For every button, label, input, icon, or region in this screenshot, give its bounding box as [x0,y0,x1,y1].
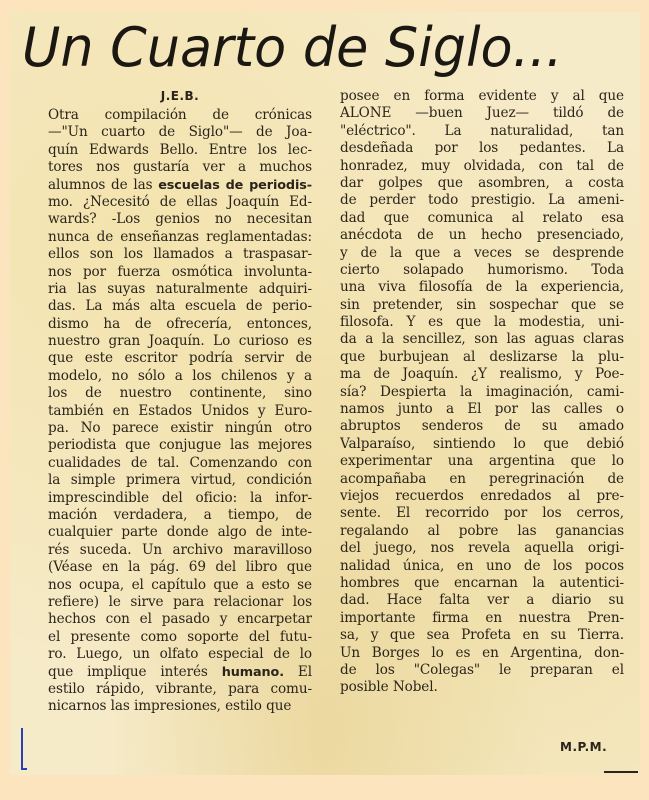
text-line: refiere) le sirve para relacionar los [48,593,312,610]
text-line: cierto solapado humorismo. Toda [340,261,624,278]
text-line: dismo ha de ofrecería, entonces, [48,315,312,332]
text-line: experimentar una argentina que lo [340,453,624,470]
text-line: mo. ¿Necesitó de ellas Joaquín Ed- [48,193,312,210]
article-byline: J.E.B. [160,89,200,103]
text-line: nalidad única, en uno de los pocos [340,557,624,574]
text-line: nos por fuerza osmótica involunta- [48,263,312,280]
text-line: desdeñada por los pedantes. La [340,140,624,157]
text-line: ellos son los llamados a traspasar- [48,246,312,263]
text-line: de los "Colegas" le preparan el [340,661,624,678]
text-line: anécdota de un hecho presenciado, [340,227,624,244]
text-line: también en Estados Unidos y Euro- [48,402,312,419]
text-line: posible Nobel. [340,679,438,696]
text-line: da a la sencillez, son las aguas claras [340,331,624,348]
text-line: nuestro gran Joaquín. Lo curioso es [48,333,312,350]
text-line: dar golpes que asombren, a costa [340,174,624,191]
text-line: sente. El recorrido por los cerros, [340,505,624,522]
text-line: namos junto a El por las calles o [340,401,624,418]
text-line: Un Borges lo es en Argentina, don- [340,644,624,661]
text-line: cualidades de tal. Comenzando con [48,454,312,471]
text-line: viejos recuerdos enredados al pre- [340,487,624,504]
article-headline: Un Cuarto de Siglo... [22,16,563,79]
text-line: periodista que conjugue las mejores [48,437,312,454]
text-line: cualquier parte donde algo de inte- [48,524,312,541]
text-line: filosofa. Y es que la modestia, uni- [340,314,624,331]
text-line: nicarnos las impresiones, estilo que [48,698,292,715]
text-line: la simple primera virtud, condición [48,472,312,489]
text-line: das. La más alta escuela de perio- [48,298,312,315]
text-line: dad. Hace falta ver a diario su [340,592,624,609]
signature-underline [604,771,638,773]
text-line: que este escritor podría servir de [48,350,312,367]
text-line: dad que comunica al relato esa [340,209,624,226]
text-line: los de nuestro continente, sino [48,385,312,402]
text-line: de perder todo prestigio. La ameni- [340,192,624,209]
text-line: —"Un cuarto de Siglo"— de Joa- [48,124,312,141]
text-line: del juego, nos revela aquella origi- [340,540,624,557]
text-line: quín Edwards Bello. Entre los lec- [48,141,312,158]
article-column-right [340,88,624,697]
text-line: rés suceda. Un archivo maravilloso [48,541,312,558]
text-line: alumnos de las escuelas de periodis- [48,176,312,193]
text-line: nunca de enseñanzas reglamentadas: [48,228,312,245]
text-line: el presente como soporte del futu- [48,628,312,645]
text-line: sía? Despierta la imaginación, cami- [340,383,624,400]
text-line: ALONE —buen Juez— tildó de [340,105,624,122]
text-line: sin pretender, sin sospechar que se [340,296,624,313]
text-line: honradez, muy olvidada, con tal de [340,157,624,174]
text-line: acompañaba en peregrinación de [340,470,624,487]
text-line: sa, y que sea Profeta en su Tierra. [340,627,624,644]
text-line: ria las suyas naturalmente adquiri- [48,280,312,297]
text-line: nos ocupa, el capítulo que a esto se [48,576,312,593]
article-column-left [48,88,312,716]
bold-phrase: escuelas de periodis- [158,177,312,193]
text-line: abruptos senderos de su amado [340,418,624,435]
text-line: importante firma en nuestra Pren- [340,609,624,626]
text-line: imprescindible del oficio: la infor- [48,489,312,506]
text-line: "eléctrico". La naturalidad, tan [340,122,624,139]
text-line: regalando al pobre las ganancias [340,522,624,539]
text-line: hombres que encarnan la autentici- [340,574,624,591]
text-line: una viva filosofía de la experiencia, [340,279,624,296]
text-line: posee en forma evidente y al que [340,88,624,104]
text-line: pa. No parece existir ningún otro [48,420,312,437]
text-line: Otra compilación de crónicas [48,107,312,123]
text-line: tores nos gustaría ver a muchos [48,159,312,176]
text-line: que implique interés humano. El [48,663,312,680]
text-line: wards? -Los genios no necesitan [48,211,312,228]
text-line: hechos con el pasado y encarpetar [48,611,312,628]
text-line: ma de Joaquín. ¿Y realismo, y Poe- [340,366,624,383]
text-line: ro. Luego, un olfato especial de lo [48,646,312,663]
article-signature: M.P.M. [560,740,608,754]
text-line: (Véase en la pág. 69 del libro que [48,559,312,576]
text-line: mación verdadera, a tiempo, de [48,506,312,523]
text-line: que burbujean al deslizarse la plu- [340,348,624,365]
bold-phrase: humano. [221,664,284,680]
text-line: y de la que a veces se desprende [340,244,624,261]
text-line: estilo rápido, vibrante, para comu- [48,680,312,697]
text-line: Valparaíso, sintiendo lo que debió [340,435,624,452]
text-line: modelo, no sólo a los chilenos y a [48,367,312,384]
margin-pen-mark [21,728,27,770]
